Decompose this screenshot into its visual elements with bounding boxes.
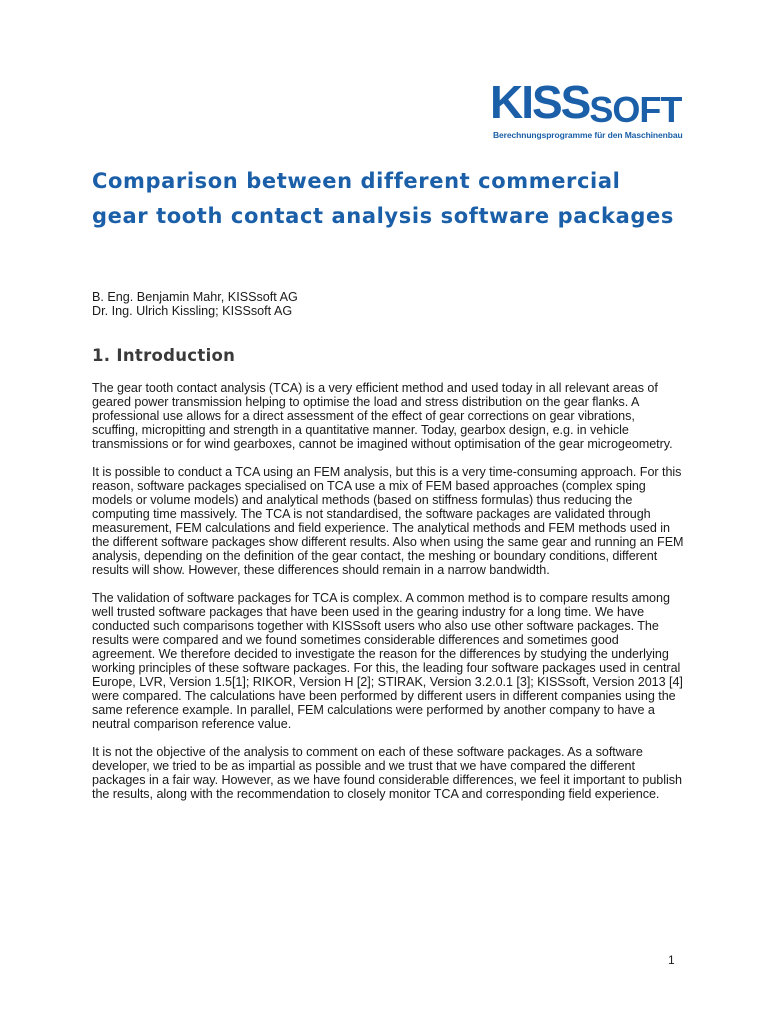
introduction-body [92,381,684,815]
logo-word-soft: SOFT [589,89,682,130]
page-number: 1 [668,953,675,967]
logo-tagline: Berechnungsprogramme für den Maschinenbau [493,130,683,140]
paragraph: It is not the objective of the analysis to comment on each of these software packages. As a software developer, we tried to be as impartial as possible and we trust that we have compared the different packages in a fair way. However, as we have found considerable differences, we feel it important to publish the results, along with the recommendation to closely monitor TCA and corresponding field experience. [92,745,682,801]
kisssoft-logo [490,76,683,140]
paragraph: The gear tooth contact analysis (TCA) is a very efficient method and used today in all relevant areas of geared power transmission helping to optimise the load and stress distribution on the gear flanks. A professional use allows for a direct assessment of the effect of gear corrections on gear vibrations, scuffing, micropitting and strength in a quantitative manner. Today, gearbox design, e.g. in vehicle transmissions or for wind gearboxes, cannot be imagined without optimisation of the gear microgeometry. [92,381,673,451]
paragraph: It is possible to conduct a TCA using an FEM analysis, but this is a very time-consuming approach. For this reason, software packages specialised on TCA use a mix of FEM based approaches (complex sping models or volume models) and analytical methods (based on stiffness formulas) thus reducing the computing time massively. The TCA is not standardised, the software packages are validated through measurement, FEM calculations and field experience. The analytical methods and FEM methods used in the different software packages show different results. Also when using the same gear and running an FEM analysis, depending on the definition of the gear contact, the meshing or boundary conditions, different results will show. However, these differences should remain in a narrow bandwidth. [92,465,684,577]
authors-block [92,290,298,318]
author-line: B. Eng. Benjamin Mahr, KISSsoft AG [92,290,298,304]
paragraph: The validation of software packages for TCA is complex. A common method is to compare results among well trusted software packages that have been used in the gearing industry for a long time. We have conducted such comparisons together with KISSsoft users who also use other software packages. The results were compared and we found sometimes considerable differences and sometimes good agreement. We therefore decided to investigate the reason for the differences by studying the underlying working principles of these software packages. For this, the leading four software packages used in central Europe, LVR, Version 1.5[1]; RIKOR, Version H [2]; STIRAK, Version 3.2.0.1 [3]; KISSsoft, Version 2013 [4] were compared. The calculations have been performed by different users in different companies using the same reference example. In parallel, FEM calculations were performed by another company to have a neutral comparison reference value. [92,591,683,731]
logo-word-kiss: KISS [490,76,590,128]
author-line: Dr. Ing. Ulrich Kissling; KISSsoft AG [92,304,293,318]
document-title: Comparison between different commercial gear tooth contact analysis software packages [92,169,674,228]
logo-wordmark [490,76,682,130]
section-heading-introduction: 1. Introduction [92,346,236,365]
